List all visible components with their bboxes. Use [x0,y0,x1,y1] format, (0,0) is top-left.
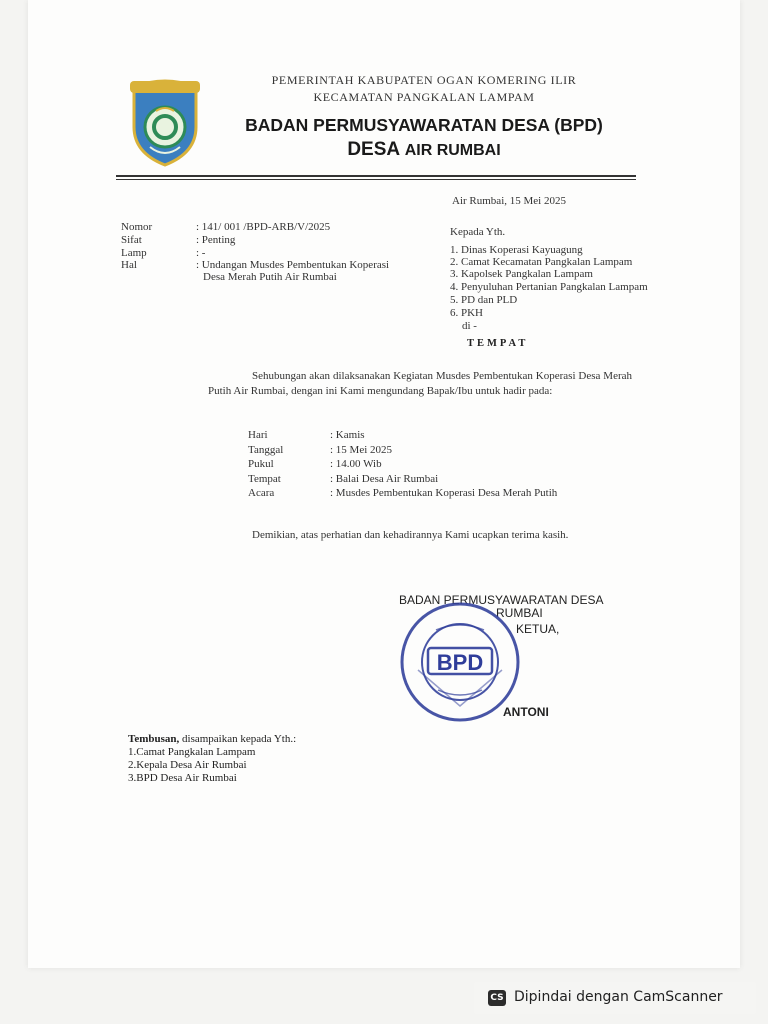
signature-name: ANTONI [503,705,549,719]
recipient-item: 3. Kapolsek Pangkalan Lampam [450,268,593,280]
recipient-item: 2. Camat Kecamatan Pangkalan Lampam [450,256,633,268]
signature-org: BADAN PERMUSYAWARATAN DESA [399,593,604,607]
meta-label: Sifat [121,234,142,246]
event-label: Acara [248,487,275,499]
recipient-di: di - [462,320,477,332]
meta-label: Hal [121,259,137,271]
recipients-heading: Kepada Yth. [450,226,506,238]
camscanner-watermark [474,982,756,1014]
meta-value: : Penting [196,234,236,246]
camscanner-label: Dipindai dengan CamScanner [514,989,723,1005]
event-value: : Kamis [330,429,365,441]
event-label: Pukul [248,458,274,470]
meta-value: : 141/ 001 /BPD-ARB/V/2025 [196,221,331,233]
event-label: Hari [248,429,268,441]
event-label: Tempat [248,473,281,485]
letterhead-village [212,139,636,161]
letterhead-village-prefix: DESA [347,139,400,160]
letterhead-village-name: AIR RUMBAI [404,142,501,159]
event-value: : Musdes Pembentukan Koperasi Desa Merah Putih [330,487,558,499]
recipient-item: 6. PKH [450,307,484,319]
recipients-place: TEMPAT [467,338,529,349]
letterhead-council: BADAN PERMUSYAWARATAN DESA (BPD) [245,115,603,135]
letterhead-government: PEMERINTAH KABUPATEN OGAN KOMERING ILIR [271,73,577,87]
cc-heading [128,733,296,745]
signature-village: RUMBAI [496,606,543,620]
letterhead-rule-thin [116,179,636,180]
letterhead-rule-thick [116,175,636,177]
signature-title: KETUA, [516,622,560,636]
camscanner-icon: CS [488,990,506,1006]
cc-item: 3.BPD Desa Air Rumbai [128,772,237,784]
body-intro: Sehubungan akan dilaksanakan Kegiatan Musdes Pembentukan Koperasi Desa Merah Putih Air Rumbai, dengan ini Kami mengundang Bapak/Ibu untuk hadir pada: [208,370,632,397]
recipient-item: 5. PD dan PLD [450,294,518,306]
regency-emblem-logo [126,75,204,167]
recipient-item: 4. Penyuluhan Pertanian Pangkalan Lampam [450,281,648,293]
stamp-center-text: BPD [436,650,484,675]
meta-label: Lamp [121,247,147,259]
event-label: Tanggal [248,444,284,456]
event-value: : 14.00 Wib [330,458,382,470]
body-closing: Demikian, atas perhatian dan kehadirannya Kami ucapkan terima kasih. [252,529,569,541]
meta-value: : - [196,247,206,259]
meta-value: : Undangan Musdes Pembentukan Koperasi [196,259,390,271]
letterhead-district: KECAMATAN PANGKALAN LAMPAM [313,90,535,104]
official-stamp [398,600,526,724]
letter-date: Air Rumbai, 15 Mei 2025 [452,195,566,207]
event-value: : 15 Mei 2025 [330,444,393,456]
meta-label: Nomor [121,221,153,233]
cc-heading-bold: Tembusan, [128,733,180,745]
event-value: : Balai Desa Air Rumbai [330,473,439,485]
cc-item: 1.Camat Pangkalan Lampam [128,746,256,758]
cc-item: 2.Kepala Desa Air Rumbai [128,759,247,771]
meta-value-continued: Desa Merah Putih Air Rumbai [203,271,337,283]
cc-heading-rest: disampaikan kepada Yth.: [179,733,297,745]
recipient-item: 1. Dinas Koperasi Kayuagung [450,244,583,256]
